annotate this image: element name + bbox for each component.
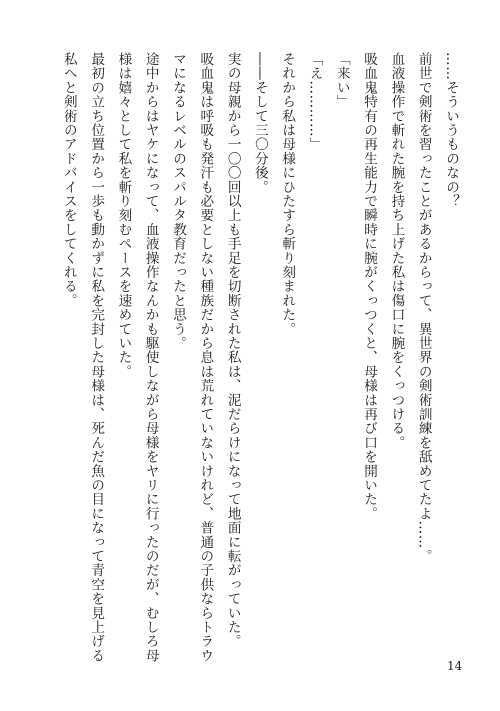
text-line: ……そういうものなの？ [443, 52, 459, 209]
text-line: 私へと剣術のアドバイスをしてくれる。 [60, 52, 77, 308]
text-line: 吸血鬼は呼吸も発汗も必要としない種族だから息は荒れていないけれど、普通の子供ならトラウ [197, 52, 214, 663]
text-line: 吸血鬼特有の再生能力で瞬時に腕がくっつくと、母様は再び口を開いた。 [361, 52, 378, 521]
text-line: 「え…………」 [306, 52, 323, 152]
text-line: 最初の立ち位置から一歩も動かずに私を完封した母様は、死んだ魚の目になって青空を見上げる [88, 52, 105, 663]
text-line: ――そして三〇分後。 [251, 52, 268, 194]
text-line: 前世で剣術を習ったことがあるからって、異世界の剣術訓練を舐めてたよ……。 [415, 52, 432, 564]
text-line: 血液操作で斬れた腕を持ち上げた私は傷口に腕をくっつける。 [388, 52, 405, 450]
text-line: それから私は母様にひたすら斬り刻まれた。 [279, 52, 296, 336]
text-line: マになるレベルのスパルタ教育だったと思う。 [170, 52, 187, 351]
text-line: 様は嬉々として私を斬り刻むペースを速めていた。 [115, 52, 132, 379]
page-number: 14 [447, 659, 463, 673]
text-line: 「来い」 [333, 52, 350, 109]
text-line: 実の母親から一〇〇回以上も手足を切断された私は、泥だらけになって地面に転がっていた。 [224, 52, 241, 649]
vertical-text-body [55, 52, 464, 663]
text-line: 途中からはヤケになって、血液操作なんかも駆使しながら母様をヤリに行ったのだが、むしろ母 [142, 52, 159, 663]
